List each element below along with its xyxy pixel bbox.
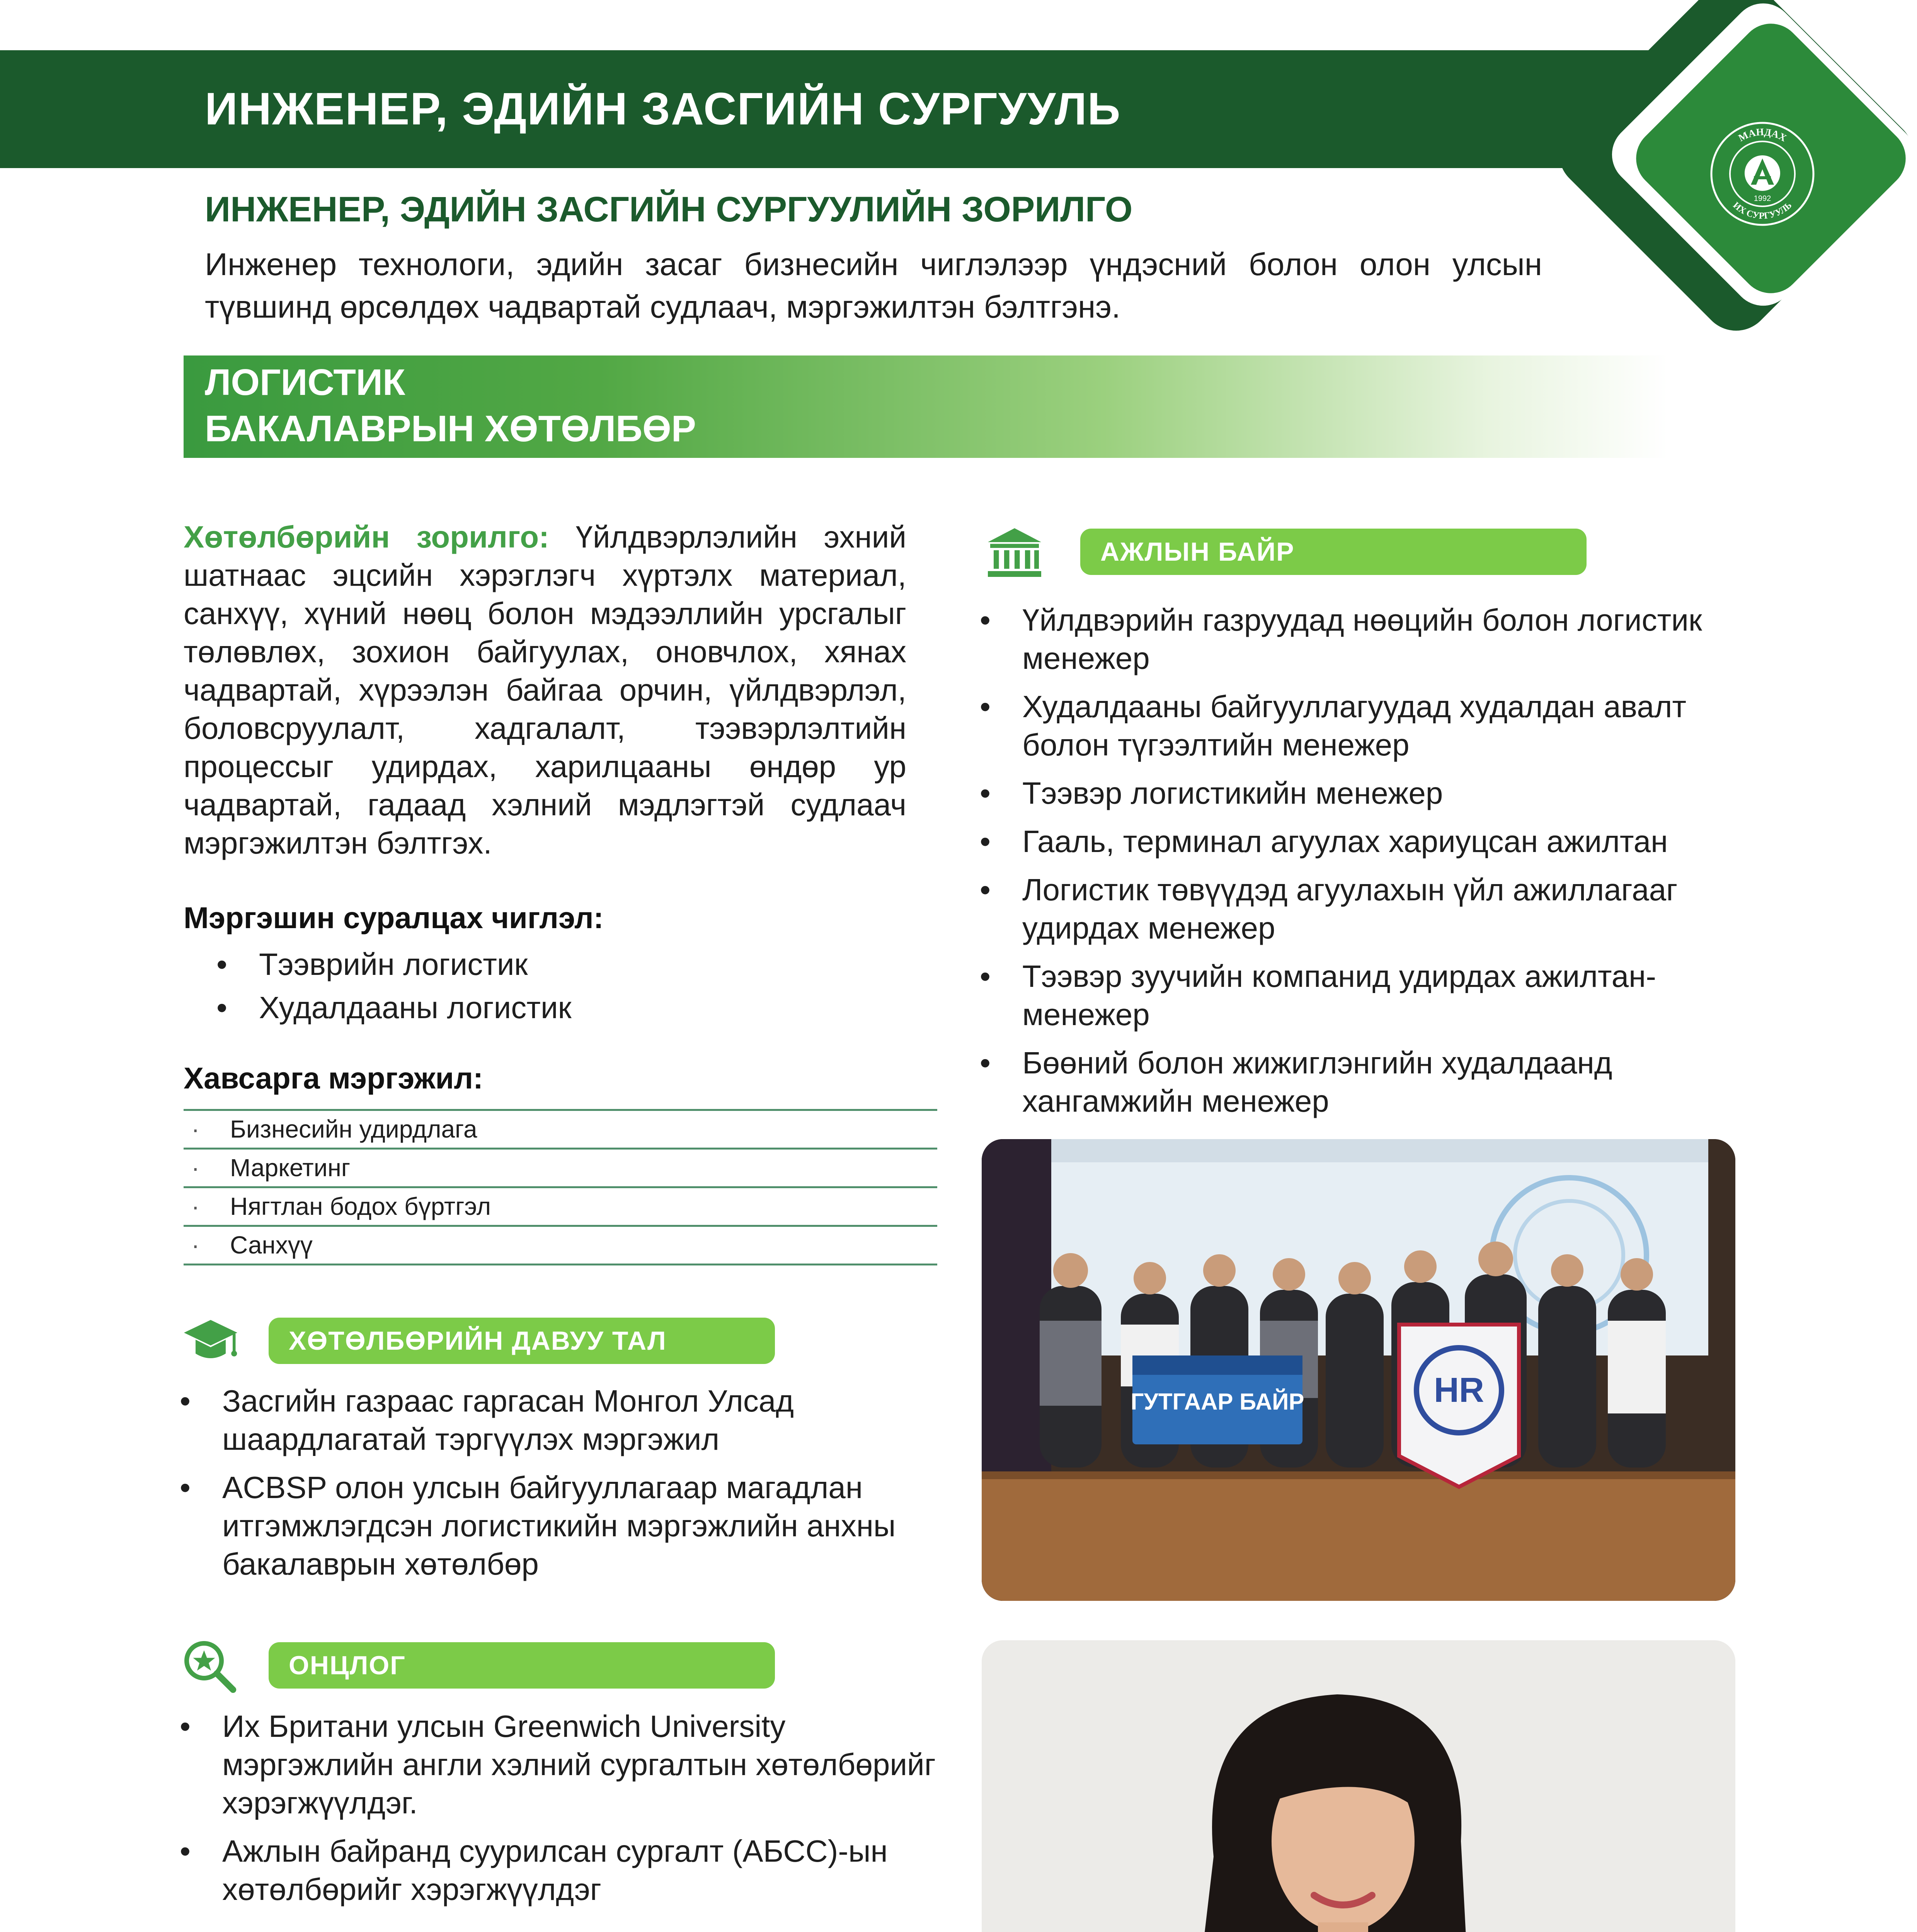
specialization-list xyxy=(216,943,572,1029)
program-goal-label: Хөтөлбөрийн зорилго: xyxy=(184,520,549,554)
page-title: ИНЖЕНЕР, ЭДИЙН ЗАСГИЙН СУРГУУЛЬ xyxy=(205,83,1121,134)
jobs-list xyxy=(980,601,1749,1130)
program-title-line1: ЛОГИСТИК xyxy=(205,362,405,403)
list-item: • Логистик төвүүдэд агуулахын үйл ажиллагааг удирдах менежер xyxy=(980,871,1749,947)
jobs-section-title: АЖЛЫН БАЙР xyxy=(1080,529,1587,575)
svg-text:МАНДАХ: МАНДАХ xyxy=(1737,126,1789,144)
svg-text:ГУТГААР БАЙР: ГУТГААР БАЙР xyxy=(1130,1389,1304,1415)
university-logo-icon xyxy=(1708,120,1817,228)
program-goal xyxy=(184,518,906,862)
list-item: • Их Британи улсын Greenwich University мэргэжлийн англи хэлний сургалтын хөтөлбөрийг хэрэгжүүлдэг. xyxy=(180,1707,945,1822)
highlights-list xyxy=(180,1707,945,1918)
list-item: • Ажлын байранд суурилсан сургалт (АБСС)-ын хөтөлбөрийг хэрэгжүүлдэг xyxy=(180,1832,945,1908)
list-item: • ACBSP олон улсын байгууллагаар магадлан итгэмжлэгдсэн логистикийн мэргэжлийн анхны бакалаврын хөтөлбөр xyxy=(180,1468,945,1583)
list-item: • Гааль, терминал агуулах хариуцсан ажилтан xyxy=(980,822,1749,861)
advantages-section-title: ХӨТӨЛБӨРИЙН ДАВУУ ТАЛ xyxy=(269,1318,775,1364)
list-item: • Худалдааны байгууллагуудад худалдан авалт болон түгээлтийн менежер xyxy=(980,687,1749,764)
table-row: · Нягтлан бодох бүртгэл xyxy=(184,1188,937,1227)
list-item: • Худалдааны логистик xyxy=(216,990,572,1025)
svg-text:1992: 1992 xyxy=(1754,194,1771,203)
table-row: · Санхүү xyxy=(184,1227,937,1265)
minor-heading: Хавсарга мэргэжил: xyxy=(184,1061,484,1095)
graduation-cap-icon xyxy=(182,1312,240,1370)
svg-text:ИХ СУРГУУЛЬ: ИХ СУРГУУЛЬ xyxy=(1731,200,1794,221)
minor-table xyxy=(184,1109,937,1265)
table-row: · Маркетинг xyxy=(184,1150,937,1188)
list-item: • Засгийн газраас гаргасан Монгол Улсад шаардлагатай тэргүүлэх мэргэжил xyxy=(180,1382,945,1458)
list-item: • Үйлдвэрийн газруудад нөөцийн болон логистик менежер xyxy=(980,601,1749,677)
highlights-section-title: ОНЦЛОГ xyxy=(269,1642,775,1689)
student-photo xyxy=(982,1640,1735,1932)
program-goal-text: Үйлдвэрлэлийн эхний шатнаас эцсийн хэрэглэгч хүртэлх материал, санхүү, хүний нөөц болон мэдээллийн урсгалыг төлөвлөх, зохион байгуулах, оновчлох, хянах чадвартай, хүрээлэн байгаа орчин, үйлдвэрлэл, боловсруулалт, хадгалалт, тээвэрлэлтийн процессыг удирдах, харилцааны өндөр ур чадвартай, гадаад хэлний мэдлэгтэй судлаач мэргэжилтэн бэлтгэх. xyxy=(184,520,907,860)
list-item: • Тээвэр зуучийн компанид удирдах ажилтан-менежер xyxy=(980,957,1749,1034)
list-item: • Бөөний болон жижиглэнгийн худалдаанд хангамжийн менежер xyxy=(980,1044,1749,1120)
mission-text: Инженер технологи, эдийн засаг бизнесийн чиглэлээр үндэсний болон олон улсын түвшинд өрсөлдөх чадвартай судлаач, мэргэжилтэн бэлтгэнэ. xyxy=(205,247,1542,325)
program-title-line2: БАКАЛАВРЫН ХӨТӨЛБӨР xyxy=(205,408,696,449)
list-item: • Тээврийн логистик xyxy=(216,947,528,981)
svg-text:HR: HR xyxy=(1434,1371,1484,1410)
list-item: • Тээвэр логистикийн менежер xyxy=(980,774,1749,812)
institution-icon xyxy=(986,524,1044,582)
award-ceremony-photo xyxy=(982,1139,1735,1601)
specialization-heading: Мэргэшин суралцах чиглэл: xyxy=(184,901,604,935)
search-star-icon xyxy=(180,1636,238,1694)
table-row: · Бизнесийн удирдлага xyxy=(184,1111,937,1150)
advantages-list xyxy=(180,1382,945,1593)
mission-heading: ИНЖЕНЕР, ЭДИЙН ЗАСГИЙН СУРГУУЛИЙН ЗОРИЛГО xyxy=(205,190,1133,229)
